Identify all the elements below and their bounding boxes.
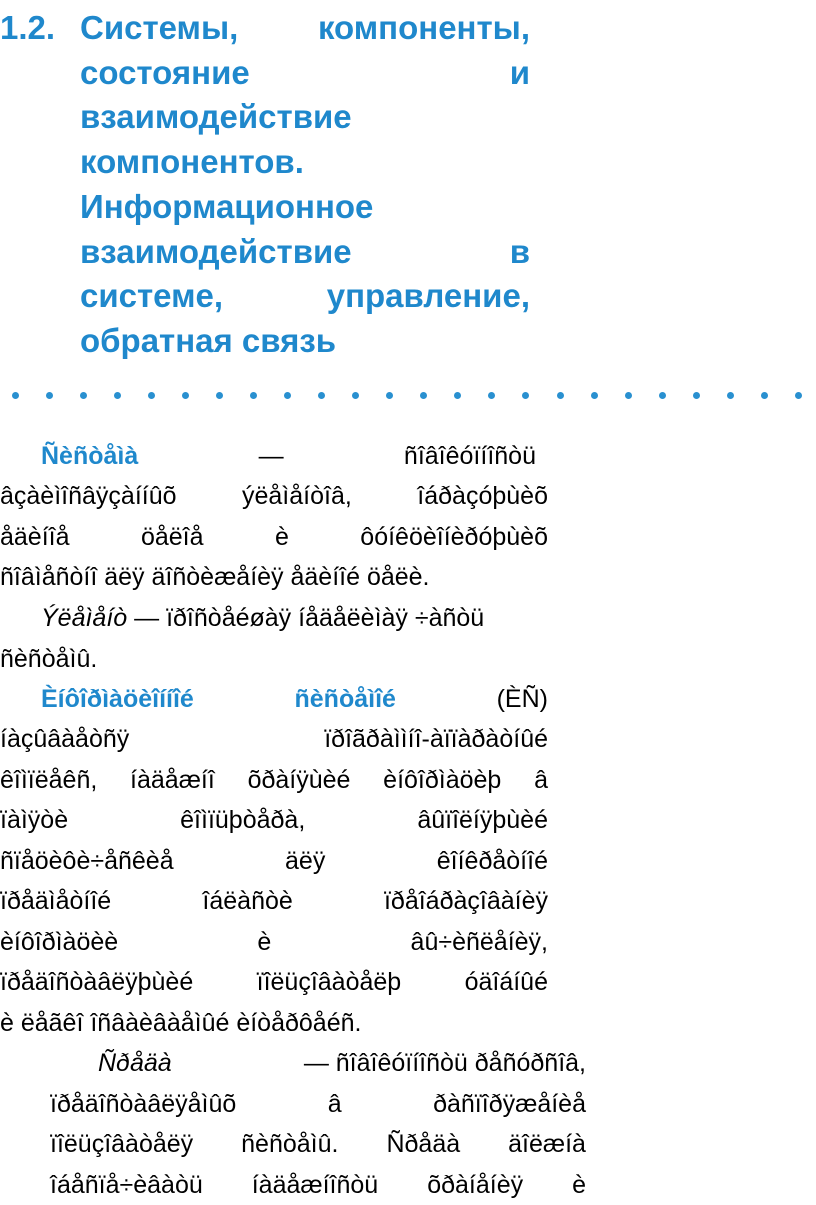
word: äëÿ: [285, 847, 326, 875]
word: êîìïüþòåðà,: [180, 806, 306, 834]
word: îáðàçóþùèõ: [417, 482, 548, 510]
paragraph-line: [0, 800, 548, 840]
section-title-line: взаимодействие: [80, 98, 352, 136]
section-number: 1.2.: [0, 9, 56, 46]
divider-dot: [250, 392, 257, 399]
divider-dot: [148, 392, 155, 399]
divider-dot: [12, 392, 19, 399]
term-system: Ñèñòåìà: [41, 442, 139, 470]
word: åäèíîå: [0, 523, 70, 551]
divider-dot: [454, 392, 461, 399]
divider-dot: [795, 392, 802, 399]
word: ïðåäîñòàâëÿþùèé: [0, 968, 194, 996]
section-title-line: состояние и: [80, 53, 530, 91]
divider-dot: [591, 392, 598, 399]
divider-dot: [386, 392, 393, 399]
word: è: [572, 1171, 586, 1199]
divider-dot: [693, 392, 700, 399]
abbreviation: (ÈÑ): [496, 685, 548, 713]
paragraph-line: [50, 1165, 586, 1205]
divider-dot: [488, 392, 495, 399]
word: êîíêðåòíîé: [436, 847, 548, 875]
word: ïðåäìåòíîé: [0, 887, 112, 915]
term-information: Èíôîðìàöèîííîé: [41, 685, 194, 713]
paragraph-line: [0, 922, 548, 962]
divider-dot: [182, 392, 189, 399]
paragraph-line: [0, 962, 548, 1002]
word: ðàñïîðÿæåíèå: [433, 1090, 586, 1118]
dash: —: [258, 442, 284, 470]
word: ïîëüçîâàòåëÿ: [50, 1130, 194, 1158]
divider-dot: [420, 392, 427, 399]
word: â: [534, 766, 548, 794]
paragraph-line: [0, 476, 548, 516]
paragraph-line: [0, 881, 548, 921]
word: â: [327, 1090, 342, 1118]
word: ýëåìåíòîâ,: [242, 482, 352, 510]
paragraph-line: [98, 1043, 586, 1083]
word: èíôîðìàöèþ: [383, 766, 502, 794]
section-title-line: взаимодействие в: [80, 232, 530, 270]
word: ïîëüçîâàòåëþ: [256, 968, 402, 996]
word: íàäåæíîñòü: [251, 1171, 379, 1199]
section-title-line: системе, управление,: [80, 277, 530, 315]
word: âû÷èñëåíèÿ,: [410, 928, 548, 956]
term-system-2: ñèñòåìîé: [294, 685, 396, 713]
section-title: [80, 6, 530, 364]
word: âûïîëíÿþùèé: [417, 806, 548, 834]
word: Ñðåäà: [386, 1130, 461, 1158]
paragraph-line: [0, 719, 548, 759]
divider-dot: [659, 392, 666, 399]
section-title-line: Информационное: [80, 187, 374, 225]
word: è: [257, 928, 272, 956]
divider-dot: [216, 392, 223, 399]
term-environment: Ñðåäà: [98, 1049, 172, 1077]
word: óäîáíûé: [464, 968, 548, 996]
paragraph-line: [0, 760, 548, 800]
word: îáåñïå÷èâàòü: [50, 1171, 203, 1199]
word: ñïåöèôè÷åñêèå: [0, 847, 174, 875]
word: õðàíåíèÿ: [427, 1171, 524, 1199]
paragraph-line: ñèñòåìû.: [0, 645, 98, 673]
divider-dot: [80, 392, 87, 399]
divider-dot: [318, 392, 325, 399]
word: ïðåîáðàçîâàíèÿ: [383, 887, 548, 915]
section-title-line: Системы, компоненты,: [80, 9, 530, 46]
word: îáëàñòè: [202, 887, 293, 915]
word: ïàìÿòè: [0, 806, 69, 834]
paragraph-line: [41, 436, 536, 476]
section-title-line: компонентов.: [80, 143, 304, 181]
divider-dot: [557, 392, 564, 399]
paragraph-line: ñîâìåñòíî äëÿ äîñòèæåíèÿ åäèíîé öåëè.: [0, 563, 430, 591]
divider-dot: [625, 392, 632, 399]
divider-dot: [522, 392, 529, 399]
section-heading: [0, 6, 530, 364]
word: âçàèìîñâÿçàííûõ: [0, 482, 177, 510]
word: ñèñòåìû.: [241, 1130, 339, 1158]
paragraph-line: [50, 1084, 586, 1124]
paragraph-line: [0, 517, 548, 557]
divider-dot: [761, 392, 768, 399]
divider-dot: [114, 392, 121, 399]
divider-dot: [284, 392, 291, 399]
text-segment: — ïðîñòåéøàÿ íåäåëèìàÿ ÷àñòü: [134, 604, 485, 632]
word: êîìïëåêñ,: [0, 766, 98, 794]
word: ôóíêöèîíèðóþùèõ: [360, 523, 548, 551]
word: íàäåæíî: [130, 766, 215, 794]
word: è: [274, 523, 289, 551]
section-title-line: обратная связь: [80, 321, 337, 359]
paragraph-line: [41, 679, 548, 719]
word: ïðîãðàììíî-àïïàðàòíûé: [324, 725, 548, 753]
divider-dot: [46, 392, 53, 399]
word: õðàíÿùèé: [247, 766, 351, 794]
divider-dot: [352, 392, 359, 399]
divider-dot: [727, 392, 734, 399]
text-segment: ñîâîêóïíîñòü: [403, 442, 536, 470]
paragraph-line: [50, 1124, 586, 1164]
text-segment: — ñîâîêóïíîñòü ðåñóðñîâ,: [303, 1049, 586, 1077]
dotted-divider: [12, 382, 802, 408]
paragraph-line: è ëåãêî îñâàèâàåìûé èíòåðôåéñ.: [0, 1009, 362, 1037]
word: ïðåäîñòàâëÿåìûõ: [50, 1090, 237, 1118]
word: íàçûâàåòñÿ: [0, 725, 130, 753]
word: èíôîðìàöèè: [0, 928, 119, 956]
term-element: Ýëåìåíò: [41, 604, 128, 632]
word: äîëæíà: [508, 1130, 586, 1158]
word: öåëîå: [140, 523, 204, 551]
paragraph-line: [0, 841, 548, 881]
paragraph-line: [41, 598, 484, 638]
